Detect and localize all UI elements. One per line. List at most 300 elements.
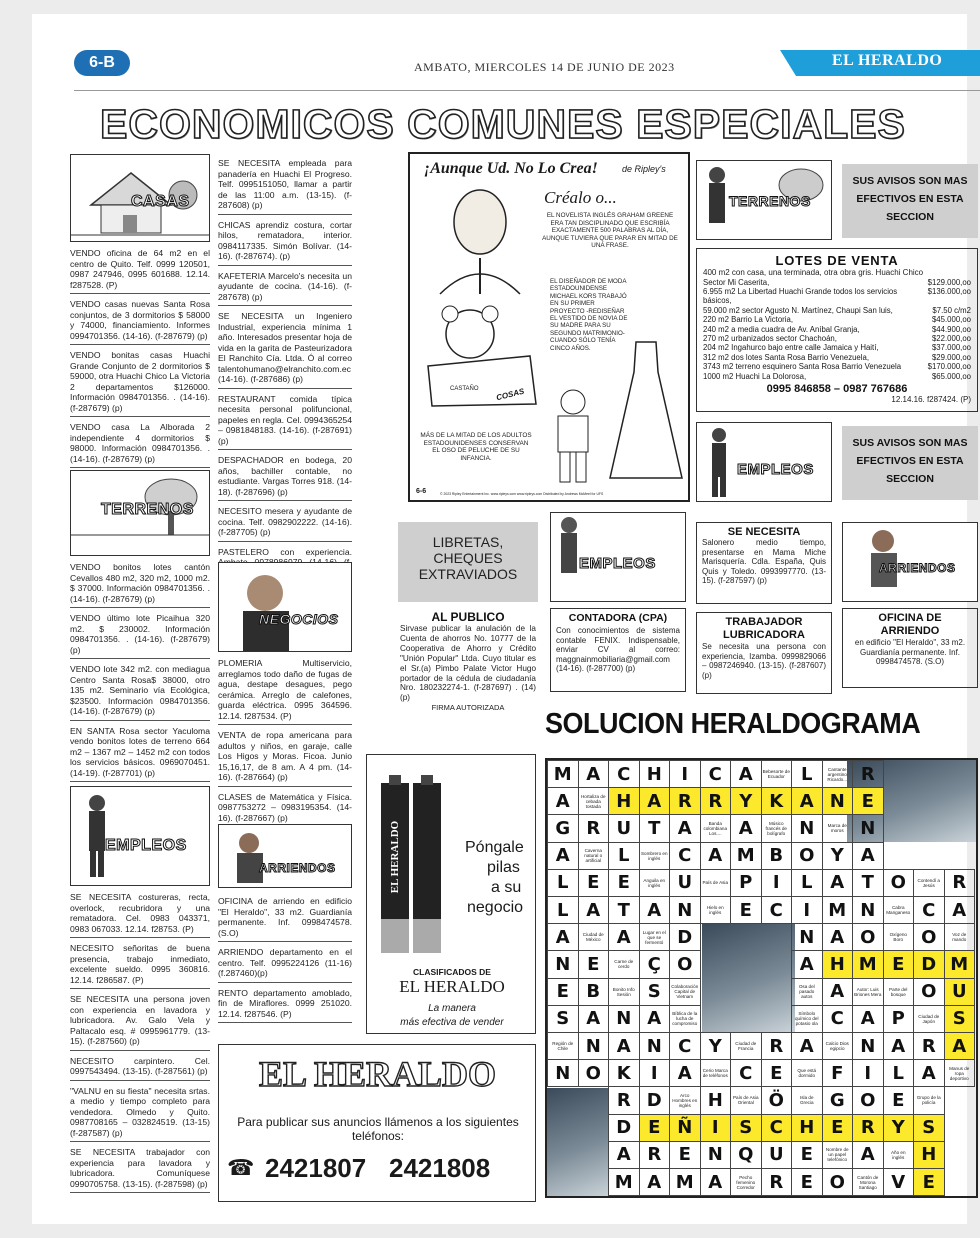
- trabajador-box: [696, 612, 832, 694]
- letter-cell: U: [761, 1141, 793, 1169]
- clue-text: Carne de cerdo: [614, 959, 634, 970]
- clue-cell: [883, 896, 915, 924]
- letter-cell: C: [822, 1005, 854, 1033]
- letter-cell: Y: [883, 1114, 915, 1142]
- lotes-row-price: $7.50 c/m2: [932, 305, 971, 315]
- lotes-row-desc: 59.000 m2 sector Agusto N. Martínez, Chaupi San luis,: [703, 305, 893, 315]
- letter-cell: A: [700, 842, 732, 870]
- clue-cell: [913, 869, 945, 897]
- lotes-row-price: $37.000,oo: [931, 343, 971, 353]
- list-item: ARRIENDO departamento en el centro. Telf. 0995224126 (11-16) (f.287460)(p): [218, 945, 352, 983]
- arriendos-label: ARRIENDOS: [259, 861, 336, 875]
- clue-text: Autor: Luis Briones Mera: [854, 986, 882, 997]
- letter-cell: N: [639, 1032, 671, 1060]
- clue-text: Cabra Manganeso: [886, 905, 911, 916]
- letter-cell: R: [761, 1168, 793, 1196]
- empleos-mid-label: EMPLEOS: [579, 555, 656, 572]
- clue-cell: [608, 978, 640, 1006]
- letter-cell: N: [822, 787, 854, 815]
- letter-cell: H: [913, 1141, 945, 1169]
- letter-cell: Ñ: [669, 1114, 701, 1142]
- al-publico-sign: FIRMA AUTORIZADA: [431, 703, 505, 713]
- letter-cell: R: [761, 1032, 793, 1060]
- letter-cell: O: [883, 869, 915, 897]
- letter-cell: E: [791, 1141, 823, 1169]
- letter-cell: H: [822, 950, 854, 978]
- letter-cell: G: [547, 814, 579, 842]
- letter-cell: O: [822, 1168, 854, 1196]
- letter-cell: L: [547, 869, 579, 897]
- letter-cell: N: [852, 814, 884, 842]
- terrenos-box-logo: [696, 160, 832, 240]
- letter-cell: S: [944, 1005, 976, 1033]
- list-item: VENDO casas nuevas Santa Rosa conjuntos, de 3 dormitorios $ 58000 y 74000, financiamiento. Informes 0994701356. (14-16). (f-287679) (p): [70, 297, 210, 345]
- letter-cell: A: [578, 760, 610, 788]
- lotes-row: [703, 353, 971, 362]
- clue-text: Cantón de Morona Santiago: [857, 1174, 879, 1190]
- letter-cell: H: [608, 787, 640, 815]
- list-item: DESPACHADOR en bodega, 20 años, bachiller contable, no estudiante. Vargas Torres 918. (14-18). (f-287696) (p): [218, 453, 352, 501]
- letter-cell: C: [700, 760, 732, 788]
- clue-text: Músico francés de bolígrafo: [765, 820, 787, 836]
- clue-text: Voz de mando: [952, 932, 967, 943]
- clue-text: País de Asia Oriental: [732, 1095, 759, 1106]
- businessman-icon: [71, 787, 209, 885]
- clue-cell: [608, 950, 640, 978]
- letter-cell: S: [639, 978, 671, 1006]
- lotes-row-desc: 240 m2 a media cuadra de Av. Aníbal Granja,: [703, 324, 860, 334]
- list-item: SE NECESITA empleada para panadería en Huachi El Progreso. Telf. 0995151050, llamar a partir de las 11:00 a.m. (13-15). (f-287608) (p): [218, 156, 352, 215]
- crossword-grid: [545, 758, 978, 1198]
- letter-cell: A: [578, 1005, 610, 1033]
- clue-text: Año en inglés: [890, 1149, 906, 1160]
- lotes-row-desc: 3743 m2 terreno esquinero Santa Rosa Barrio Venezuela: [703, 362, 902, 372]
- clue-cell: [822, 1032, 854, 1060]
- letter-cell: L: [547, 896, 579, 924]
- clue-text: Manus de ropa deportivo: [949, 1065, 970, 1081]
- letter-cell: T: [639, 814, 671, 842]
- terrenos-label: TERRENOS: [101, 501, 194, 518]
- clue-text: Región de Chile: [552, 1041, 574, 1052]
- letter-cell: M: [822, 896, 854, 924]
- list-item: NECESITO carpintero. Cel. 0997543494. (13-15). (f-287561) (p): [70, 1054, 210, 1081]
- list-item: OFICINA de arriendo en edificio "El Heraldo", 33 m2. Guardianía permanente. Inf. 0998474578. (S.O): [218, 894, 352, 942]
- clue-cell: [913, 1005, 945, 1033]
- list-item: SE NECESITA trabajador con experiencia para lavadora y lubricadora. Comuníquese 0990705758. (13-15). (f-287598) (p): [70, 1145, 210, 1193]
- letter-cell: T: [608, 896, 640, 924]
- lotes-row-price: $65.000,oo: [931, 371, 971, 381]
- letter-cell: E: [883, 950, 915, 978]
- list-item: PLOMERIA Multiservicio, arreglamos todo daño de fugas de agua, destape desagues, pego cerámica. Arreglo de calefones, guarda eléctrica. 0995 364596. 12.14. f287534. (P): [218, 656, 352, 725]
- ripley-cartoon: [408, 152, 690, 502]
- clue-text: Hielo en inglés: [706, 905, 724, 916]
- list-item: SE NECESITA costureras, recta, overlock, recubridora y una rematadora. Cel. 0983 043371, 0983 067033. 12.14. f28753. (P): [70, 890, 210, 938]
- lotes-ref: 12.14.16. f287424. (P): [891, 395, 971, 405]
- letter-cell: N: [700, 1141, 732, 1169]
- page-number-badge: 6-B: [74, 50, 130, 76]
- cosas-label: COSAS: [495, 386, 526, 403]
- letter-cell: A: [547, 923, 579, 951]
- clue-cell: [730, 1168, 762, 1196]
- letter-cell: E: [578, 950, 610, 978]
- phone-icon: ☎: [227, 1155, 255, 1180]
- clue-cell: [761, 814, 793, 842]
- pilas-brand: EL HERALDO: [399, 977, 505, 996]
- letter-cell: C: [608, 760, 640, 788]
- clue-text: Calcio Dios egipcio: [825, 1041, 849, 1052]
- letter-cell: A: [822, 869, 854, 897]
- lotes-row-price: $22.000,oo: [931, 334, 971, 344]
- letter-cell: C: [730, 1059, 762, 1087]
- letter-cell: E: [578, 869, 610, 897]
- clue-cell: [669, 1086, 701, 1114]
- lotes-title: LOTES DE VENTA: [775, 253, 899, 268]
- lotes-row-price: $129.000,oo: [927, 277, 971, 287]
- list-item: CLASES de Matemática y Física. 0987753272 – 0983195354. (14-16). (f-287667) (p): [218, 790, 352, 828]
- lotes-row-desc: 312 m2 dos lotes Santa Rosa Barrio Venezuela,: [703, 352, 870, 362]
- letter-cell: A: [852, 842, 884, 870]
- clue-cell: [700, 1059, 732, 1087]
- letter-cell: A: [547, 842, 579, 870]
- letter-cell: A: [883, 1032, 915, 1060]
- letter-cell: C: [669, 842, 701, 870]
- clue-cell: [730, 1032, 762, 1060]
- letter-cell: A: [944, 896, 976, 924]
- se-necesita-text: Salonero medio tiempo, presentarse en Mama Miche Marisquería. Cdla. España, Quis Quis y Toledo. 0993997770. (13-15). (f-287597) (p): [702, 538, 826, 586]
- terrenos-ads: [70, 560, 210, 785]
- letter-cell: I: [852, 1059, 884, 1087]
- list-item: VENDO casa La Alborada 2 independiente 4 dormitorios $ 98000. Información 0984701356. . (14-16). (f-287679) (p): [70, 420, 210, 468]
- clue-text: Colaboración Capital de Vietnam: [671, 984, 699, 1000]
- clue-text: Oxígeno Boro: [889, 932, 907, 943]
- letter-cell: A: [669, 1059, 701, 1087]
- letter-cell: E: [913, 1168, 945, 1196]
- letter-cell: R: [578, 814, 610, 842]
- letter-cell: A: [822, 978, 854, 1006]
- clue-cell: [883, 923, 915, 951]
- clue-cell: [761, 760, 793, 788]
- clue-cell: [791, 1059, 823, 1087]
- lotes-row-desc: 270 m2 urbanizados sector Chachoán,: [703, 334, 837, 344]
- list-item: VENDO lote 342 m2. con mediagua Centro Santa Rosa$ 38000, otro 135 m2. Seminario vía Ecológica, $23500. Información 0984701356. (14-16). (f-287679) (p): [70, 662, 210, 721]
- trabajador-title: TRABAJADOR LUBRICADORA: [723, 616, 805, 641]
- letter-cell: A: [852, 1141, 884, 1169]
- clue-text: Lugar en el que se fermentó: [642, 929, 666, 945]
- clue-cell: [700, 814, 732, 842]
- letter-cell: O: [669, 950, 701, 978]
- arriendos-mid-logo: [842, 522, 978, 602]
- ripley-code: 6-6: [416, 488, 427, 495]
- battery-text: EL HERALDO: [389, 820, 401, 894]
- letter-cell: E: [547, 978, 579, 1006]
- ripley-panel-3: MÁS DE LA MITAD DE LOS ADULTOS ESTADOUNIDENSES CONSERVAN EL OSO DE PELUCHE DE SU INFANCIA.: [420, 432, 532, 462]
- letter-cell: A: [730, 814, 762, 842]
- ripley-title-mark: de Ripley's: [622, 164, 666, 174]
- list-item: NECESITO mesera y ayudante de cocina. Telf. 0982902222. (14-16). (f-287705) (p): [218, 504, 352, 542]
- list-item: KAFETERIA Marcelo's necesita un ayudante de cocina. (14-16). (f-287678) (p): [218, 269, 352, 307]
- letter-cell: R: [852, 1114, 884, 1142]
- se-necesita-title: SE NECESITA: [727, 526, 801, 538]
- letter-cell: G: [822, 1086, 854, 1114]
- letter-cell: K: [761, 787, 793, 815]
- clue-text: Hortaliza de cebada tostada: [580, 793, 606, 809]
- letter-cell: P: [730, 869, 762, 897]
- clue-cell: [578, 787, 610, 815]
- letter-cell: I: [700, 1114, 732, 1142]
- letter-cell: D: [913, 950, 945, 978]
- list-item: VENDO bonitos lotes cantón Cevallos 480 m2, 320 m2, 1000 m2. $ 37000. Información 0984701356. . (14-16). (f-287679) (p): [70, 560, 210, 608]
- clue-cell: [944, 923, 976, 951]
- clue-text: Bíblica de la lucha de compromiso: [672, 1011, 698, 1027]
- letter-cell: A: [547, 787, 579, 815]
- clue-text: Símbolo químico del potasio ola: [795, 1011, 819, 1027]
- clue-text: Banda colombiana Los....: [703, 820, 727, 836]
- clue-cell: [791, 1086, 823, 1114]
- lotes-row-price: $45.000,oo: [931, 315, 971, 325]
- letter-cell: H: [639, 760, 671, 788]
- clue-cell: [883, 1141, 915, 1169]
- clue-cell: [578, 923, 610, 951]
- newspaper-page: [32, 14, 971, 1224]
- letter-cell: A: [639, 896, 671, 924]
- ripley-footer: © 2023 Ripley Entertainment Inc. www.ripleys.com www.ripleys.com Distributed by Andrews McMeel for UFS: [440, 492, 604, 496]
- letter-cell: E: [822, 1114, 854, 1142]
- list-item: NECESITO señoritas de buena presencia, trabajo inmediato, excelente sueldo. 0995 360816. 12.14. f286587. (P): [70, 941, 210, 989]
- lotes-rows: [703, 278, 971, 381]
- list-item: VENDO bonitas casas Huachi Grande Conjunto de 2 dormitorios $ 59000, otra Huachi Chico La Victoria 2 departamentos $126000. Información 0984701356. . (14-16). (f-287679) (p): [70, 348, 210, 417]
- battery-icon: [375, 769, 447, 959]
- letter-cell: T: [852, 869, 884, 897]
- oficina-box: [842, 608, 978, 688]
- clue-cell: [578, 842, 610, 870]
- phones-ad-text: Para publicar sus anuncios llámenos a los siguientes teléfonos:: [237, 1115, 519, 1143]
- lotes-row-desc: 220 m2 Barrio La Victoria,: [703, 315, 793, 325]
- lotes-row-price: $170.000,oo: [927, 362, 971, 372]
- lotes-row: [703, 315, 971, 324]
- clue-text: Cerio Marca de teléfonos: [702, 1068, 728, 1079]
- terrenos-promo: SUS AVISOS SON MAS EFECTIVOS EN ESTA SECCION: [842, 164, 978, 238]
- letter-cell: M: [547, 760, 579, 788]
- letter-cell: E: [761, 1059, 793, 1087]
- letter-cell: N: [791, 814, 823, 842]
- letter-cell: R: [669, 787, 701, 815]
- clue-cell: [700, 869, 732, 897]
- woman-icon: [219, 825, 351, 887]
- contadora-title: CONTADORA (CPA): [568, 612, 668, 624]
- al-publico-text: Sirvase publicar la anulación de la Cuenta de ahorros No. 10777 de la Cooperativa de Ahorro y Crédito "Unión Popular" Ltda. Cuyo titular es el Sr.(a) Pimbo Palate Victor Hugo portador de la cédula de ciudadanía Nro. 180232274-1. (f-287697) . (14) (p): [400, 624, 536, 703]
- letter-cell: M: [852, 950, 884, 978]
- lotes-intro: 400 m2 con casa, una terminada, otra obra gris. Huachi Chico: [703, 268, 924, 277]
- dateline: AMBATO, MIERCOLES 14 DE JUNIO DE 2023: [414, 60, 675, 74]
- letter-cell: A: [730, 760, 762, 788]
- letter-cell: E: [608, 869, 640, 897]
- section-banner: ECONOMICOS COMUNES ESPECIALES: [100, 101, 906, 147]
- clue-cell: [822, 760, 854, 788]
- letter-cell: N: [852, 1032, 884, 1060]
- letter-cell: K: [608, 1059, 640, 1087]
- empleos-logo: [70, 786, 210, 886]
- phone-2: 2421808: [389, 1153, 491, 1183]
- clue-cell: [883, 978, 915, 1006]
- player-photo-bottom: [547, 1088, 609, 1196]
- clue-text: Contendí a Jesús: [917, 877, 940, 888]
- casas-ads: [70, 246, 210, 471]
- pilas-ad: [366, 754, 536, 1034]
- empleos-promo: SUS AVISOS SON MAS EFECTIVOS EN ESTA SECCION: [842, 426, 978, 500]
- letter-cell: R: [639, 1141, 671, 1169]
- letter-cell: O: [578, 1059, 610, 1087]
- lotes-row-desc: 1000 m2 Huachi La Dolorosa,: [703, 371, 807, 381]
- negocios-label: NEGOCIOS: [259, 611, 339, 627]
- pilas-footer-1: La manera: [428, 1003, 476, 1014]
- letter-cell: O: [852, 923, 884, 951]
- pilas-footer-2: más efectiva de vender: [400, 1017, 504, 1028]
- lotes-row: [703, 343, 971, 352]
- letter-cell: F: [822, 1059, 854, 1087]
- letter-cell: A: [608, 1141, 640, 1169]
- arriendos-mid-label: ARRIENDOS: [879, 561, 956, 575]
- clue-cell: [791, 1005, 823, 1033]
- letter-cell: U: [944, 978, 976, 1006]
- contadora-text: Con conocimientos de sistema contable FENIX. Indispensable, enviar CV al correo: maggnainmobiliaria@gmail.com (14-16). (f-287700) (p): [556, 626, 680, 674]
- list-item: VENTA de ropa americana para adultos y niños, en garaje, calle Los Higos y Moras. Ficoa. Junio 15,16,17, de 8 am. A 4 pm. (14-16). (f-287664) (p): [218, 728, 352, 787]
- lotes-row-price: $136.000,oo: [927, 287, 971, 296]
- clue-text: Grupo de la policía: [916, 1095, 941, 1106]
- clue-cell: [913, 1086, 945, 1114]
- ripley-title: ¡Aunque Ud. No Lo Crea!: [424, 160, 598, 177]
- pilas-line-2: pilas: [487, 859, 520, 876]
- list-item: CHICAS aprendiz costura, cortar hilos, rematadora, interior. 0984117335. Simón Bolívar. (14-16). (f-287674). (p): [218, 218, 352, 266]
- clue-cell: [669, 1005, 701, 1033]
- letter-cell: E: [669, 1141, 701, 1169]
- letter-cell: M: [730, 842, 762, 870]
- letter-cell: B: [761, 842, 793, 870]
- letter-cell: A: [791, 1032, 823, 1060]
- lotes-de-venta: [696, 248, 978, 412]
- letter-cell: R: [944, 869, 976, 897]
- col2-ads-top: [218, 156, 352, 585]
- letter-cell: C: [669, 1032, 701, 1060]
- letter-cell: E: [852, 787, 884, 815]
- pilas-line-1: Póngale: [465, 839, 524, 856]
- lotes-row-desc: 6.955 m2 La Libertad Huachi Grande todos los servicios básicos,: [703, 287, 898, 306]
- letter-cell: L: [791, 760, 823, 788]
- letter-cell: Ö: [761, 1086, 793, 1114]
- letter-cell: L: [883, 1059, 915, 1087]
- letter-cell: M: [944, 950, 976, 978]
- ripley-panel-2: EL DISEÑADOR DE MODA ESTADOUNIDENSE MICHAEL KORS TRABAJÓ EN SU PRIMER PROYECTO -REDISEÑAR EL VESTIDO DE NOVIA DE SU MADRE PARA SU SEGUNDO MATRIMONIO- CUANDO SÓLO TENÍA CINCO AÑOS.: [550, 278, 628, 352]
- letter-cell: D: [639, 1086, 671, 1114]
- ripley-script: Créalo o...: [544, 188, 617, 207]
- letter-cell: O: [913, 923, 945, 951]
- letter-cell: E: [639, 1114, 671, 1142]
- list-item: VENDO último lote Picaihua 320 m2. $ 230002. Información 0984701356. . (14-16). (f-287679) (p): [70, 611, 210, 659]
- portrait-icon: [420, 184, 540, 294]
- clue-text: Bonito Info Sesión: [612, 986, 635, 997]
- phones-ad: [218, 1044, 536, 1202]
- ripley-panel-1: EL NOVELISTA INGLÉS GRAHAM GREENE ERA TAN DISCIPLINADO QUE ESCRIBÍA EXACTAMENTE 500 PALABRAS AL DÍA, AUNQUE TUVIERA QUE PARAR EN MITAD DE UNA FRASE.: [542, 212, 678, 250]
- letter-cell: I: [639, 1059, 671, 1087]
- arriendos-ads: [218, 894, 352, 1026]
- clue-text: Caverna natural o artificial: [584, 848, 603, 864]
- letter-cell: Y: [730, 787, 762, 815]
- businessman-photo-icon: [219, 563, 351, 651]
- letter-cell: R: [913, 1032, 945, 1060]
- letter-cell: N: [547, 1059, 579, 1087]
- list-item: SE NECESITA una persona joven con experiencia en lavadora y lubricadora. Av. Galo Vela y Paltacalo esq. # 0995961779. (13-15). (f-287560) (p): [70, 992, 210, 1051]
- libretas-title: LIBRETAS, CHEQUES EXTRAVIADOS: [418, 534, 518, 582]
- pilas-line-3: a su: [491, 879, 522, 896]
- lotes-row: [703, 325, 971, 334]
- casas-label: CASAS: [131, 193, 190, 210]
- pilas-sub: CLASIFICADOS DE: [413, 967, 491, 977]
- letter-cell: O: [852, 1086, 884, 1114]
- clue-text: Cantante argentino Ricardo...: [827, 766, 848, 782]
- letter-cell: N: [669, 896, 701, 924]
- letter-cell: Ç: [639, 950, 671, 978]
- list-item: SE NECESITA un Ingeniero Industrial, experiencia mínima 1 año. Interesados presentar hoja de vida en la garita de Pasteurizadora El Ranchito Cía. Ltda. Ó al correo talentohumano@elranchito.com.ec (14-16). (f-287686) (p): [218, 309, 352, 389]
- letter-cell: N: [578, 1032, 610, 1060]
- clue-text: Que está dormido: [797, 1068, 817, 1079]
- letter-cell: S: [547, 1005, 579, 1033]
- clue-cell: [639, 842, 671, 870]
- letter-cell: C: [761, 896, 793, 924]
- lotes-row-price: $29.000,oo: [931, 352, 971, 362]
- letter-cell: A: [608, 923, 640, 951]
- letter-cell: A: [639, 1168, 671, 1196]
- list-item: VENDO oficina de 64 m2 en el centro de Quito. Telf. 0999 120501, 0987 247946, 0995 601688. 12.14. f287528. (P): [70, 246, 210, 294]
- list-item: RESTAURANT comida típica necesita personal polifuncional, papeles en regla. Cel. 0994365254 – 0981848183. (14-16). (f-287691) (p): [218, 392, 352, 451]
- clue-text: Marca de moros: [827, 823, 847, 834]
- letter-cell: U: [608, 814, 640, 842]
- terrenos-logo: [70, 470, 210, 556]
- libretas-box: [398, 522, 538, 602]
- oficina-text: en edificio "El Heraldo", 33 m2. Guardianía permanente. Inf. 0998474578. (S.O): [854, 638, 966, 667]
- letter-cell: D: [669, 923, 701, 951]
- letter-cell: R: [608, 1086, 640, 1114]
- al-publico-title: AL PUBLICO: [431, 610, 505, 624]
- letter-cell: N: [547, 950, 579, 978]
- letter-cell: A: [639, 1005, 671, 1033]
- dress-icon: [606, 332, 686, 482]
- letter-cell: E: [791, 1168, 823, 1196]
- clue-cell: [639, 869, 671, 897]
- oficina-title: OFICINA DE ARRIENDO: [878, 612, 942, 637]
- letter-cell: Y: [700, 1032, 732, 1060]
- letter-cell: H: [700, 1086, 732, 1114]
- letter-cell: I: [761, 869, 793, 897]
- list-item: PASTELERO con experiencia.: [218, 545, 352, 583]
- clue-text: Ciudad de México: [582, 932, 604, 943]
- clue-text: Nombre de un papel telefónico: [825, 1147, 849, 1163]
- clue-cell: [547, 1032, 579, 1060]
- clue-cell: [791, 978, 823, 1006]
- letter-cell: C: [761, 1114, 793, 1142]
- header-rule: [74, 90, 980, 91]
- letter-cell: A: [852, 1005, 884, 1033]
- letter-cell: I: [791, 896, 823, 924]
- letter-cell: R: [852, 760, 884, 788]
- clue-cell: [639, 923, 671, 951]
- letter-cell: S: [913, 1114, 945, 1142]
- letter-cell: R: [700, 787, 732, 815]
- letter-cell: N: [791, 923, 823, 951]
- lotes-row-price: $44.900,oo: [931, 324, 971, 334]
- trabajador-text: Se necesita una persona con experiencia, Izamba. 0999829066 – 0987246940. (13-15). (f-287607) (p): [702, 642, 826, 680]
- letter-cell: Q: [730, 1141, 762, 1169]
- letter-cell: P: [883, 1005, 915, 1033]
- clue-text: Ciudad de Japón: [918, 1013, 940, 1024]
